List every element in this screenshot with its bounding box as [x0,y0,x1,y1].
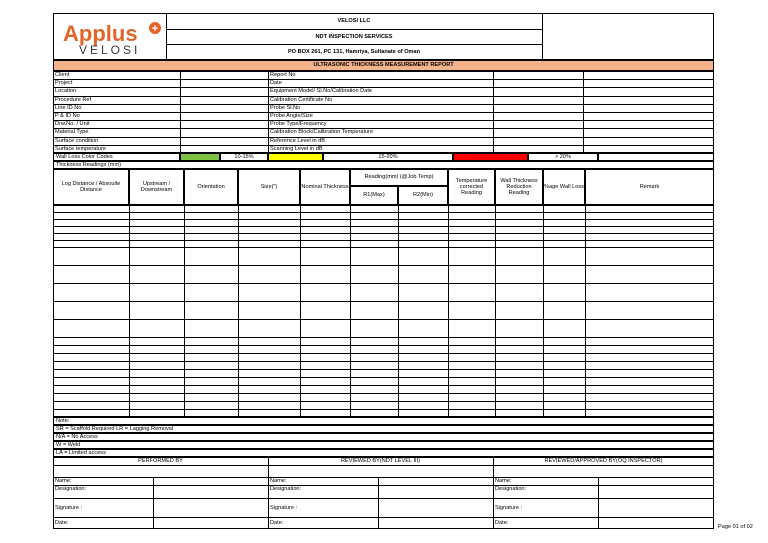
note-no-access: N/A = No Access [53,433,714,441]
field-report-no: Report No [270,72,296,78]
logo-top-text: Applus [63,21,138,46]
yellow-swatch [268,153,323,161]
note-limited-access: LA = Limited access [53,449,714,457]
approver-designation-label: Designation: [495,486,527,492]
field-material-type: Material Type [55,129,89,136]
red-range-label: > 20% [528,153,598,161]
col-size: Size(") [238,169,300,205]
note-scaffold: SR = Scaffold Required LR = Lagging Removal [53,425,714,433]
table-row [53,401,714,402]
table-row [53,385,714,386]
company-name: VELOSI LLC [337,18,371,24]
field-probe-slno: Probe Sl.No [270,104,301,111]
col-r2-min: R2(Min) [398,186,448,205]
table-row [53,377,714,378]
field-surface-temperature: Surface temperature [55,145,106,152]
reviewer-date-label: Date: [270,520,284,526]
yellow-range-label: 15-20% [323,153,453,161]
table-row [53,345,714,346]
performer-date-label: Date: [55,520,69,526]
reviewer-name-label: Name: [270,478,287,484]
performer-name-label: Name: [55,478,72,484]
table-row [53,337,714,338]
field-calibration-cert: Calibration Certificate No [270,96,333,103]
table-row [53,409,714,410]
table-row [53,226,714,227]
notes-title: Note: [53,417,714,425]
table-row [53,283,714,284]
field-date: Date [270,80,282,87]
field-drawing-no: Drw.No. / Unit [55,121,90,128]
report-title: ULTRASONIC THICKNESS MEASUREMENT REPORT [53,60,714,71]
wall-loss-color-codes-label: Wall Loss Color Codes [53,153,180,161]
report-sheet [53,13,714,529]
field-client: Client [55,72,70,78]
reviewed-by-heading: REVIEWED BY(NDT LEVEL III) [341,458,420,464]
col-wall-loss: %age Wall Loss [543,169,585,205]
field-project: Project [55,80,73,87]
red-swatch [453,153,528,161]
table-row [53,319,714,320]
table-row [53,265,714,266]
col-upstream: Upstream / Downstream [129,169,184,205]
service-name: NDT INSPECTION SERVICES [315,33,393,40]
col-wall-reduction: Wall Thickness Reduction Reading [495,169,543,205]
col-reading: Reading(mm) (@Job Temp) [350,169,448,186]
table-row [53,247,714,248]
performer-signature-label: Signature : [55,505,83,511]
field-reference-level: Reference Level in dB [270,137,326,144]
approver-name-label: Name: [495,478,512,484]
note-weld: W = Weld [53,441,714,449]
col-temp-corrected: Temperature corrected Reading [448,169,495,205]
col-r1-max: R1(Max) [350,186,398,205]
field-location: Location [55,88,77,95]
page-number: Page 01 of 02 [718,524,753,530]
field-procedure-ref: Procedure Ref [55,96,92,103]
col-nominal-thickness: Nominal Thickness [300,169,350,205]
field-line-id: Line ID No [55,104,82,111]
green-range-label: 10-15% [220,153,268,161]
table-row [53,353,714,354]
table-row [53,219,714,220]
logo-bottom-text: VELOSI [79,43,141,57]
field-equipment-model: Equipment Model/ Sl.No/Calibration Date [270,88,372,95]
table-row [53,301,714,302]
thickness-readings-label: Thickness Readings (mm) [53,161,714,169]
approver-date-label: Date: [495,520,509,526]
field-probe-angle: Probe Angle/Size [270,113,313,119]
table-row [53,212,714,213]
approved-by-heading: REVIEWED/APPROVED BY(OQ INSPECTOR) [544,458,663,464]
logo-plus-text: + [151,23,159,35]
col-log-distance: Log Distance / Absoulte Distance [53,169,129,205]
field-calibration-block: Calibration Block/Calibration Temperature [270,129,374,136]
performer-designation-label: Designation: [55,486,87,492]
table-row [53,361,714,362]
table-row [53,240,714,241]
green-swatch [180,153,220,161]
applus-velosi-logo [61,19,171,57]
performed-by-heading: PERFORMED BY [138,458,183,464]
table-row [53,393,714,394]
table-row [53,233,714,234]
col-orientation: Orientation [184,169,238,205]
field-pid-no: P & ID No [55,113,80,119]
reviewer-designation-label: Designation: [270,486,302,492]
table-row [53,369,714,370]
field-scanning-level: Scanning Level in dB [270,145,323,152]
company-address: PO BOX 261, PC 131, Hamriya, Sultanate of Oman [287,49,421,55]
field-surface-condition: Surface condition [55,137,99,144]
reviewer-signature-label: Signature : [270,505,298,511]
field-probe-type: Probe Type/Frequency [270,121,327,128]
col-remark: Remark [585,169,714,205]
approver-signature-label: Signature : [495,505,523,511]
